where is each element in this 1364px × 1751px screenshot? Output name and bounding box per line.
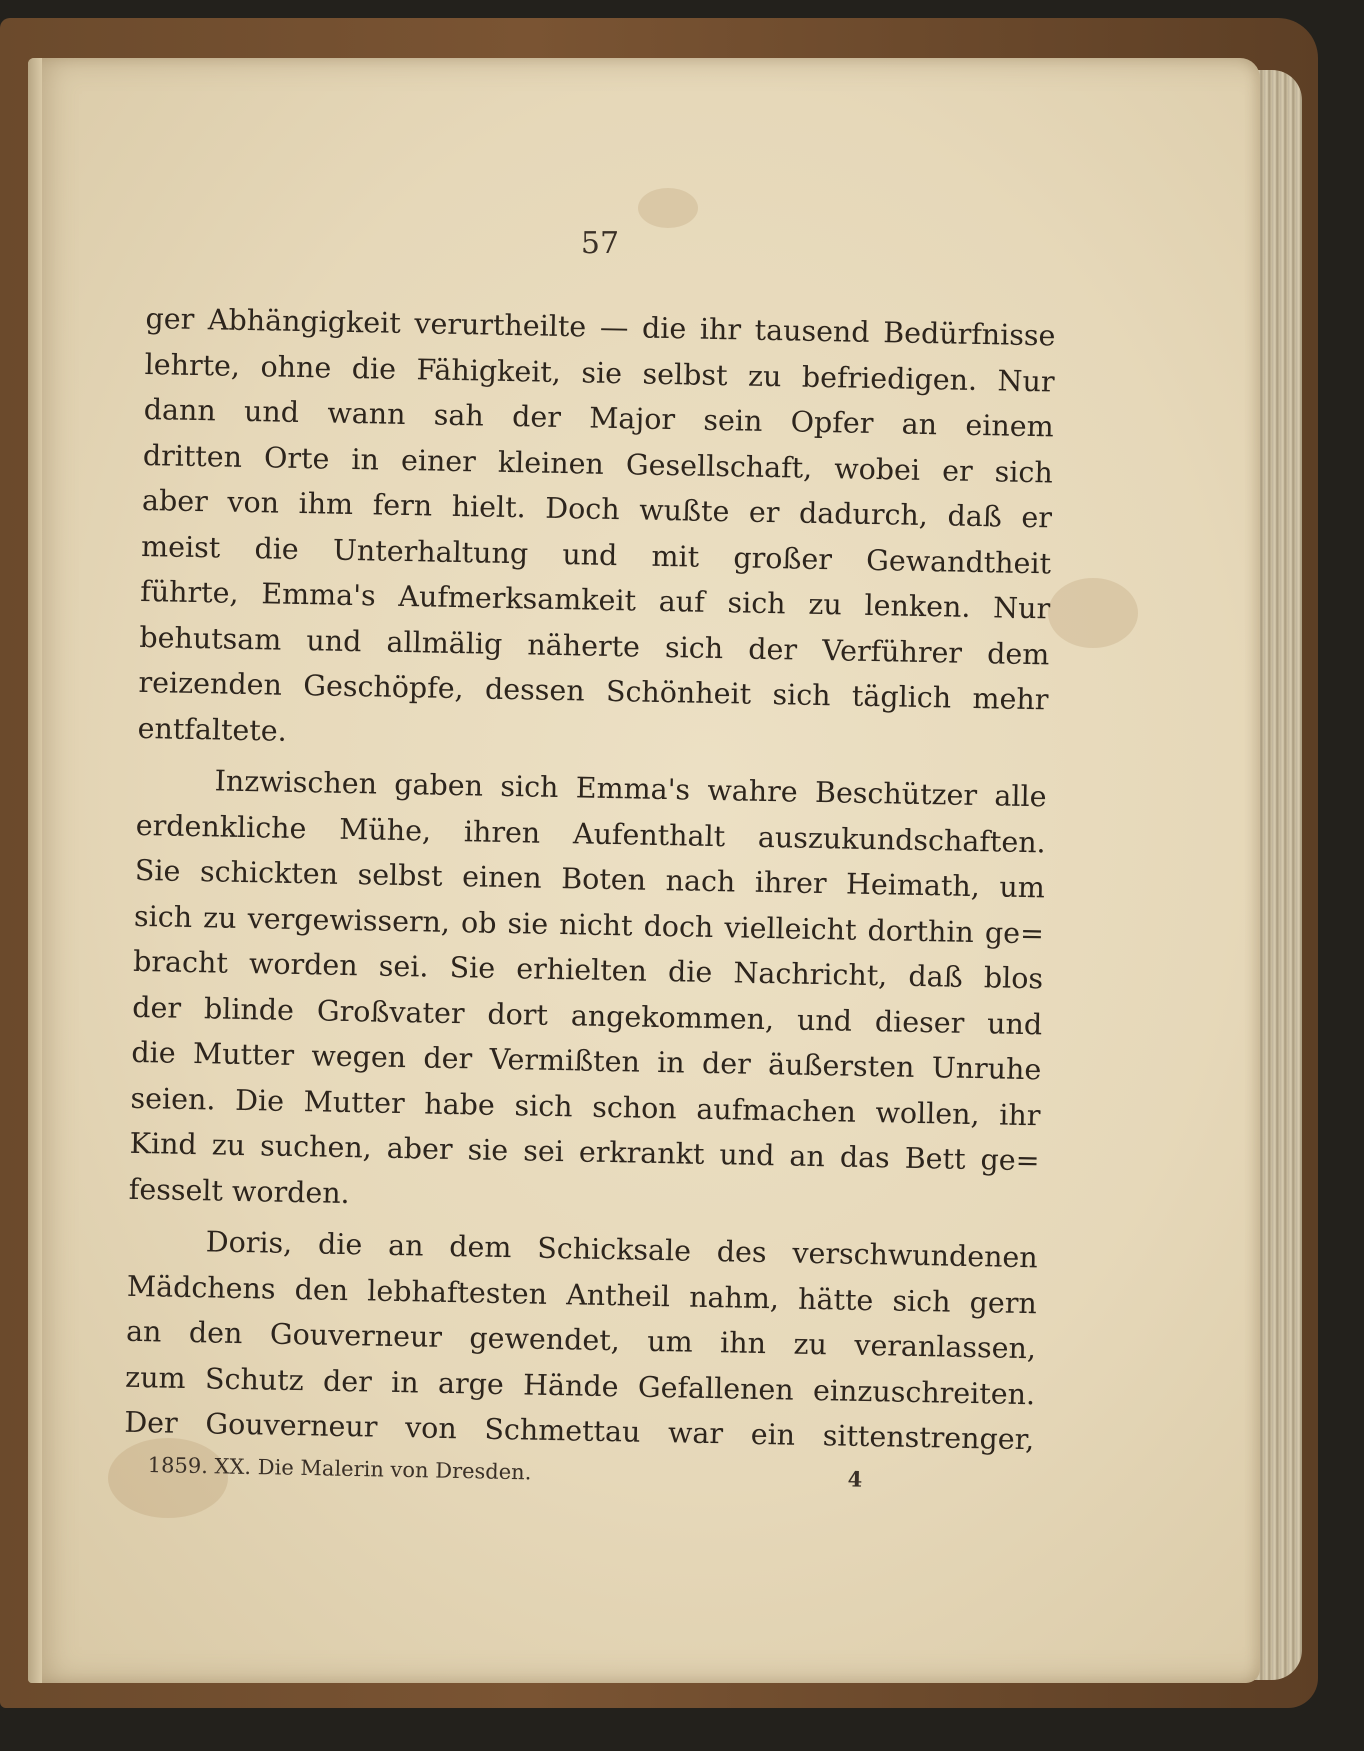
text-line: der blinde Großvater dort angekommen, und dieser und bbox=[132, 990, 1043, 1041]
paragraph-2 bbox=[128, 757, 1047, 1229]
text-line: Doris, die an dem Schicksale des verschwundenen bbox=[205, 1225, 1039, 1275]
text-line: entfaltete. bbox=[137, 711, 288, 748]
text-line: dann und wann sah der Major sein Opfer an einem bbox=[143, 392, 1054, 444]
text-line: Sie schickten selbst einen Boten nach ihrer Heimath, um bbox=[134, 853, 1046, 905]
text-line: reizenden Geschöpfe, dessen Schönheit sich täglich mehr bbox=[138, 665, 1049, 717]
text-line: behutsam und allmälig näherte sich der Verführer dem bbox=[139, 620, 1050, 671]
text-line: seien. Die Mutter habe sich schon aufmachen wollen, ihr bbox=[130, 1081, 1041, 1132]
paper-stain bbox=[1048, 578, 1138, 648]
text-line: dritten Orte in einer kleinen Gesellschaft, wobei er sich bbox=[142, 438, 1054, 489]
text-line: lehrte, ohne die Fähigkeit, sie selbst zu befriedigen. Nur bbox=[144, 347, 1055, 398]
text-line: Der Gouverneur von Schmettau war ein sittenstrenger, bbox=[124, 1405, 1035, 1457]
page-number: 57 bbox=[580, 226, 620, 261]
paragraph-1 bbox=[137, 296, 1056, 768]
text-line: zum Schutz der in arge Hände Gefallenen einzuschreiten. bbox=[124, 1360, 1036, 1411]
text-line: Kind zu suchen, aber sie sei erkrankt und an das Bett ge= bbox=[129, 1126, 1040, 1178]
text-line: Inzwischen gaben sich Emma's wahre Beschützer alle bbox=[214, 764, 1047, 814]
text-line: an den Gouverneur gewendet, um ihn zu veranlassen, bbox=[125, 1314, 1037, 1366]
paper-stain bbox=[638, 188, 698, 228]
page-footer bbox=[148, 1453, 908, 1492]
text-line: führte, Emma's Aufmerksamkeit auf sich zu lenken. Nur bbox=[140, 574, 1051, 626]
paragraph-3 bbox=[124, 1218, 1038, 1463]
book-page bbox=[28, 58, 1260, 1683]
text-line: erdenkliche Mühe, ihren Aufenthalt auszukundschaften. bbox=[135, 808, 1046, 859]
text-line: die Mutter wegen der Vermißten in der äußersten Unruhe bbox=[131, 1035, 1042, 1087]
text-line: sich zu vergewissern, ob sie nicht doch vielleicht dorthin ge= bbox=[133, 899, 1045, 950]
signature-mark: 4 bbox=[847, 1466, 863, 1492]
text-line: aber von ihm fern hielt. Doch wußte er dadurch, daß er bbox=[141, 483, 1053, 535]
text-line: bracht worden sei. Sie erhielten die Nachricht, daß blos bbox=[132, 944, 1044, 996]
text-line: Mädchens den lebhaftesten Antheil nahm, hätte sich gern bbox=[126, 1269, 1038, 1320]
page-gutter bbox=[28, 58, 42, 1683]
body-text bbox=[124, 296, 1056, 1463]
text-line: ger Abhängigkeit verurtheilte — die ihr tausend Bedürfnisse bbox=[145, 301, 1056, 353]
text-line: meist die Unterhaltung und mit großer Gewandtheit bbox=[140, 529, 1052, 580]
imprint-line: 1859. XX. Die Malerin von Dresden. bbox=[147, 1453, 532, 1485]
text-line: fesselt worden. bbox=[128, 1172, 351, 1210]
